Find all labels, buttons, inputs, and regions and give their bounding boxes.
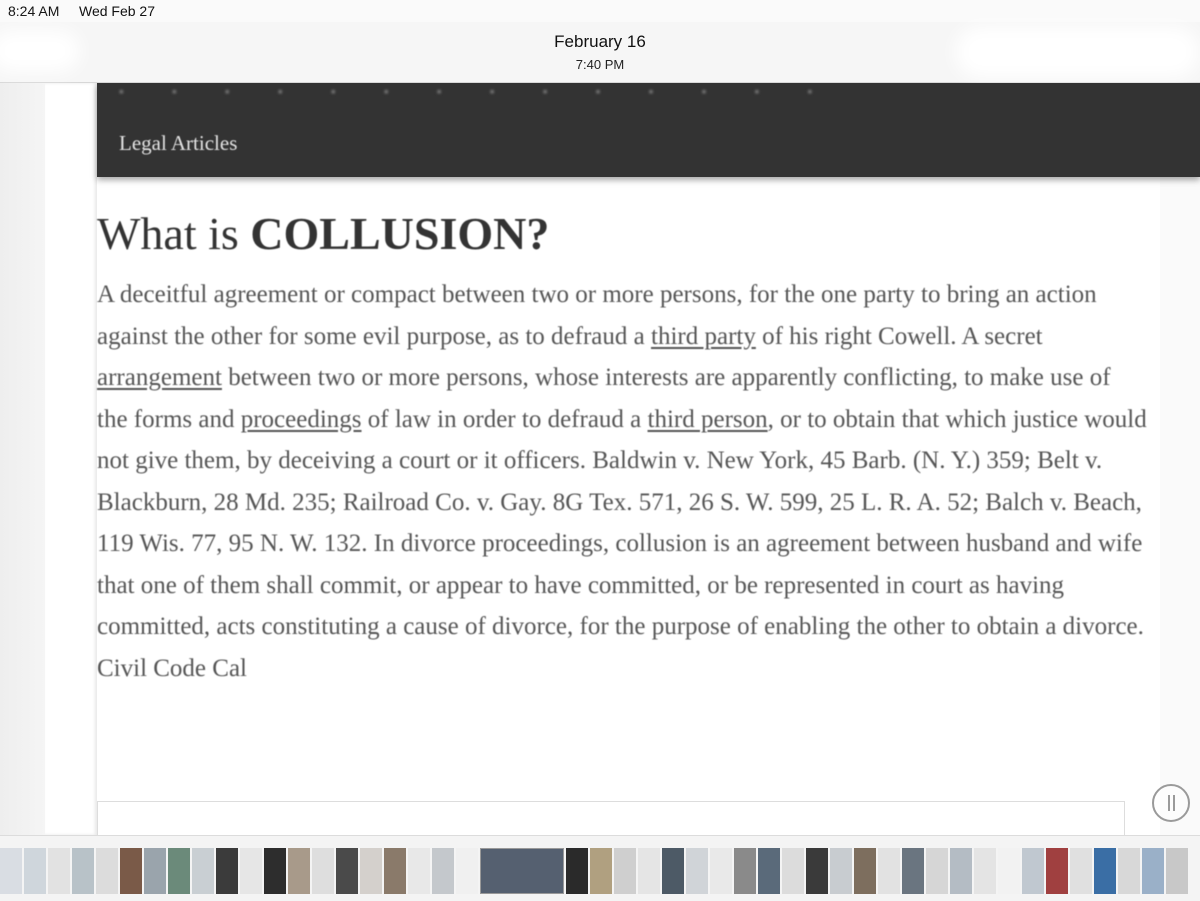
thumbnail[interactable] bbox=[758, 848, 780, 894]
thumbnail[interactable] bbox=[72, 848, 94, 894]
photo-viewer[interactable] bbox=[0, 83, 1200, 835]
thumbnail[interactable] bbox=[216, 848, 238, 894]
thumbnail[interactable] bbox=[0, 848, 22, 894]
thumbnail[interactable] bbox=[288, 848, 310, 894]
photo-date: February 16 bbox=[554, 32, 646, 51]
thumbnail[interactable] bbox=[192, 848, 214, 894]
photo-header bbox=[0, 22, 1200, 83]
article-link[interactable]: arrangement bbox=[97, 364, 222, 391]
article-text: of his right Cowell. A secret bbox=[755, 322, 1043, 350]
alphabet-index: ▪▪▪▪▪▪▪▪▪▪▪▪▪▪ bbox=[119, 85, 861, 100]
article-title bbox=[97, 207, 1147, 260]
thumbnail[interactable] bbox=[1022, 848, 1044, 894]
info-icon-glyph bbox=[1168, 795, 1175, 811]
photo-edge bbox=[1160, 83, 1200, 835]
thumbnail[interactable] bbox=[96, 848, 118, 894]
status-bar bbox=[0, 0, 1200, 22]
thumbnail[interactable] bbox=[590, 848, 612, 894]
thumbnail[interactable] bbox=[1070, 848, 1092, 894]
site-navigation bbox=[97, 83, 1200, 177]
article-body bbox=[97, 274, 1147, 689]
thumbnail[interactable] bbox=[312, 848, 334, 894]
thumbnail[interactable] bbox=[24, 848, 46, 894]
thumbnail[interactable] bbox=[1046, 848, 1068, 894]
thumbnail[interactable] bbox=[566, 848, 588, 894]
thumbnail[interactable] bbox=[240, 848, 262, 894]
thumbnail[interactable] bbox=[662, 848, 684, 894]
thumbnail[interactable] bbox=[830, 848, 852, 894]
thumbnail[interactable] bbox=[638, 848, 660, 894]
thumbnail[interactable] bbox=[360, 848, 382, 894]
content-divider bbox=[97, 801, 1125, 835]
thumbnail[interactable] bbox=[120, 848, 142, 894]
thumbnail[interactable] bbox=[1142, 848, 1164, 894]
thumbnail[interactable] bbox=[878, 848, 900, 894]
thumbnail[interactable] bbox=[902, 848, 924, 894]
thumbnail[interactable] bbox=[734, 848, 756, 894]
thumbnail[interactable] bbox=[782, 848, 804, 894]
article bbox=[97, 179, 1147, 689]
thumbnail[interactable] bbox=[926, 848, 948, 894]
status-time: 8:24 AM bbox=[8, 3, 60, 19]
thumbnail[interactable] bbox=[710, 848, 732, 894]
thumbnail[interactable] bbox=[1166, 848, 1188, 894]
thumbnail[interactable] bbox=[950, 848, 972, 894]
thumbnail[interactable] bbox=[168, 848, 190, 894]
thumbnail[interactable] bbox=[686, 848, 708, 894]
thumbnail[interactable] bbox=[264, 848, 286, 894]
status-date: Wed Feb 27 bbox=[79, 3, 156, 19]
info-icon[interactable] bbox=[1152, 784, 1190, 822]
article-link[interactable]: third party bbox=[651, 322, 756, 350]
title-prefix: What is bbox=[97, 208, 251, 259]
thumbnail[interactable] bbox=[408, 848, 430, 894]
thumbnail[interactable] bbox=[48, 848, 70, 894]
current-thumbnail[interactable] bbox=[480, 848, 564, 894]
thumbnail[interactable] bbox=[432, 848, 454, 894]
title-term: COLLUSION? bbox=[250, 208, 550, 259]
thumbnail[interactable] bbox=[614, 848, 636, 894]
thumbnail-filmstrip[interactable] bbox=[0, 835, 1200, 901]
thumbnail[interactable] bbox=[854, 848, 876, 894]
thumbnail-list[interactable] bbox=[0, 848, 1200, 894]
nav-legal-articles: Legal Articles bbox=[119, 131, 238, 155]
thumbnail[interactable] bbox=[1118, 848, 1140, 894]
thumbnail[interactable] bbox=[974, 848, 996, 894]
thumbnail[interactable] bbox=[806, 848, 828, 894]
article-link[interactable]: proceedings bbox=[240, 405, 362, 433]
article-text: , or to obtain that which justice would not give them, by deceiving a court or it officers. Baldwin v. New York, 45 Barb. (N. Y.) 359; Belt v. Blackburn, 28 Md. 235; Railroad Co. v. Gay. 8G Tex. 571, 26 S. W. 599, 25 L. R. A. 52; Balch v. Beach, 119 Wis. 77, 95 N. W. 132. In divorce proceedings, collusion is an agreement between husband and wife that one of them shall commit, or appear to have committed, or be represented in court as having committed, acts constituting a cause of divorce, for the purpose of enabling the other to obtain a divorce. Civil Code Cal bbox=[97, 405, 1147, 682]
article-text: of law in order to defraud a bbox=[361, 405, 648, 433]
thumbnail[interactable] bbox=[384, 848, 406, 894]
article-link[interactable]: third person bbox=[647, 405, 768, 433]
photo-time: 7:40 PM bbox=[575, 57, 625, 72]
redacted-region bbox=[955, 26, 1200, 78]
thumbnail[interactable] bbox=[144, 848, 166, 894]
article-text: between two or more persons, whose interests are apparently conflicting, to make use of the forms and bbox=[97, 364, 1111, 433]
thumbnail[interactable] bbox=[1094, 848, 1116, 894]
thumbnail[interactable] bbox=[998, 848, 1020, 894]
article-text: A deceitful agreement or compact between two or more persons, for the one party to bring an action against the other for some evil purpose, as to defraud a bbox=[97, 281, 1097, 350]
photo-edge bbox=[0, 83, 45, 835]
thumbnail[interactable] bbox=[456, 848, 478, 894]
thumbnail[interactable] bbox=[336, 848, 358, 894]
photo-edge bbox=[45, 83, 97, 835]
